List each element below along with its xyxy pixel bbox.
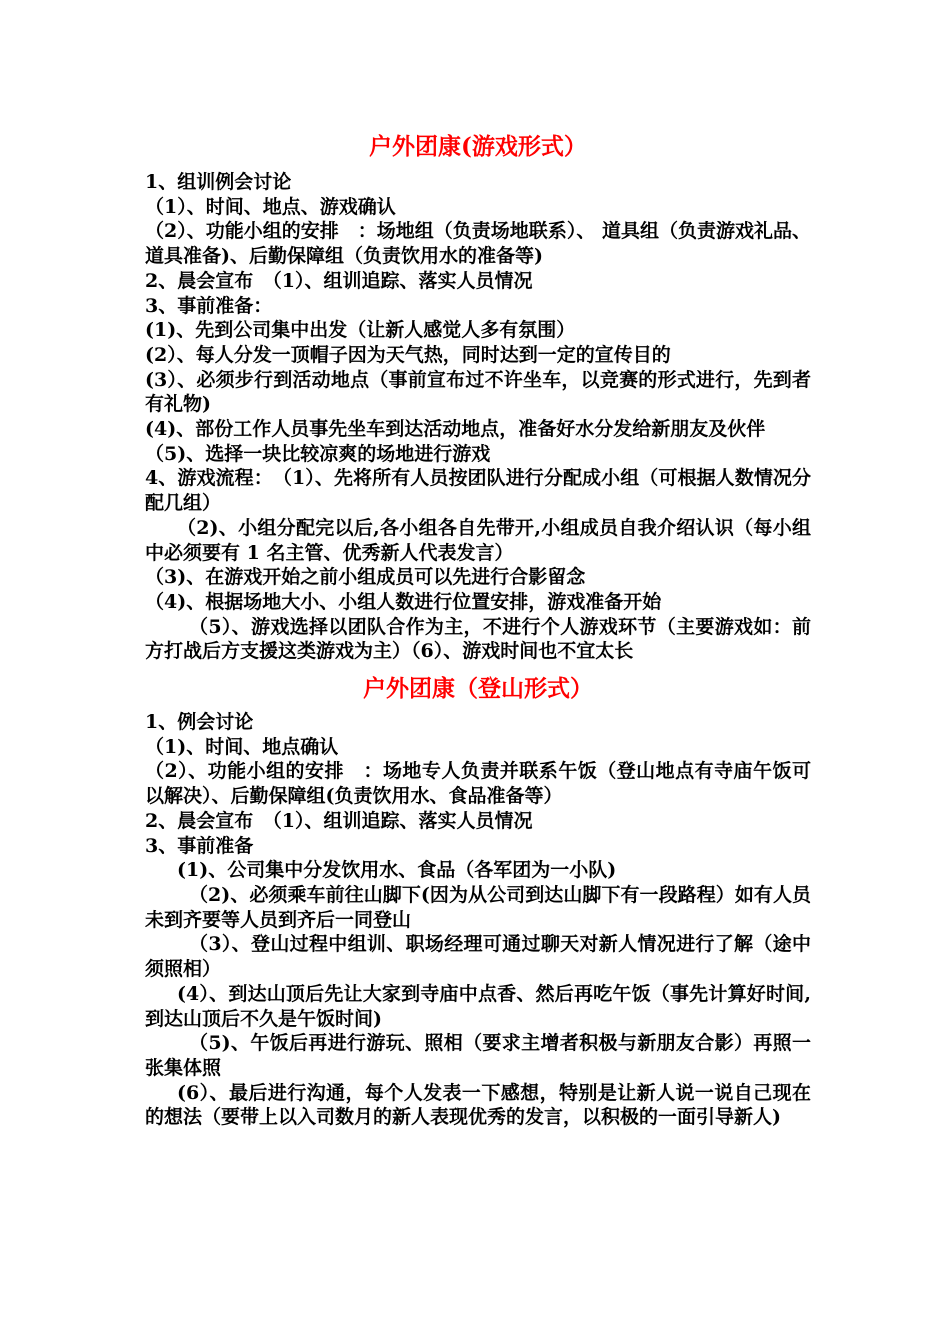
hike-item-3-2-bus: （2)、必须乘车前往山脚下(因为从公司到达山脚下有一段路程）如有人员未到齐要等人员到齐后一同登山 (145, 883, 811, 931)
item-3-2-hats: (2）、每人分发一顶帽子因为天气热，同时达到一定的宣传目的 (145, 343, 671, 366)
hike-item-3-6-share: (6）、最后进行沟通，每个人发表一下感想，特别是让新人说一说自己现在的想法（要带上以入司数月的新人表现优秀的发言，以积极的一面引导新人) (145, 1081, 811, 1129)
hike-item-3-5-photos: （5)、午饭后再进行游玩、照相（要求主增者积极与新朋友合影）再照一张集体照 (145, 1032, 811, 1079)
document-body (145, 130, 811, 1130)
hike-item-1-meeting: 1、例会讨论 (145, 711, 254, 734)
item-2-announce: 2、晨会宣布 （1）、组训追踪、落实人员情况 (145, 269, 533, 292)
hike-item-2-announce: 2、晨会宣布 （1）、组训追踪、落实人员情况 (145, 809, 533, 832)
hike-item-1-2-groups: （2）、功能小组的安排 ：场地专人负责并联系午饭（登山地点有寺庙午饭可以解决）、后勤保障组(负责饮用水、食品准备等） (145, 760, 811, 808)
hike-item-3-prepare: 3、事前准备 (145, 834, 254, 857)
item-4-5-teamwork: （5）、游戏选择以团队合作为主，不进行个人游戏环节（主要游戏如：前方打战后方支援这类游戏为主）（6）、游戏时间也不宜太长 (145, 615, 811, 663)
item-3-1-gather: (1)、先到公司集中出发（让新人感觉人多有氛围） (145, 319, 576, 342)
item-4-3-photo: （3)、在游戏开始之前小组成员可以先进行合影留念 (145, 566, 586, 589)
item-4-4-position: （4)、根据场地大小、小组人数进行位置安排，游戏准备开始 (145, 590, 662, 613)
item-1-2-groups: （2）、功能小组的安排 ：场地组（负责场地联系）、 道具组（负责游戏礼品、道具准备)、后勤保障组（负责饮用水的准备等) (145, 220, 811, 268)
hike-item-1-1-time-place: （1)、时间、地点确认 (145, 735, 339, 758)
section-title-hiking: 户外团康（登山形式） (363, 675, 593, 703)
section-title-game: 户外团康(游戏形式） (369, 133, 587, 160)
item-1-1-time-place: （1）、时间、地点、游戏确认 (145, 195, 396, 218)
hike-item-3-4-temple: (4）、到达山顶后先让大家到寺庙中点香、然后再吃午饭（事先计算好时间,到达山顶后不久是午饭时间) (145, 982, 811, 1030)
hike-item-3-3-chat: （3）、登山过程中组训、职场经理可通过聊天对新人情况进行了解（途中须照相） (145, 933, 811, 981)
hike-item-3-1-supplies: (1)、公司集中分发饮用水、食品（各军团为一小队) (177, 859, 617, 882)
item-4-process: 4、游戏流程： （1）、先将所有人员按团队进行分配成小组（可根据人数情况分配几组） (145, 467, 811, 515)
item-3-5-venue: （5)、选择一块比较凉爽的场地进行游戏 (145, 442, 491, 465)
item-1-meeting: 1、组训例会讨论 (145, 171, 292, 193)
item-3-prepare: 3、事前准备： (145, 294, 273, 317)
item-3-4-staff: (4)、部份工作人员事先坐车到达活动地点，准备好水分发给新朋友及伙伴 (145, 418, 766, 441)
item-3-3-walk: (3）、必须步行到活动地点（事前宣布过不许坐车，以竞赛的形式进行，先到者有礼物) (145, 368, 811, 416)
item-4-2-intro: （2)、小组分配完以后,各小组各自先带开,小组成员自我介绍认识（每小组中必须要有 1 名主管、优秀新人代表发言） (145, 516, 811, 564)
